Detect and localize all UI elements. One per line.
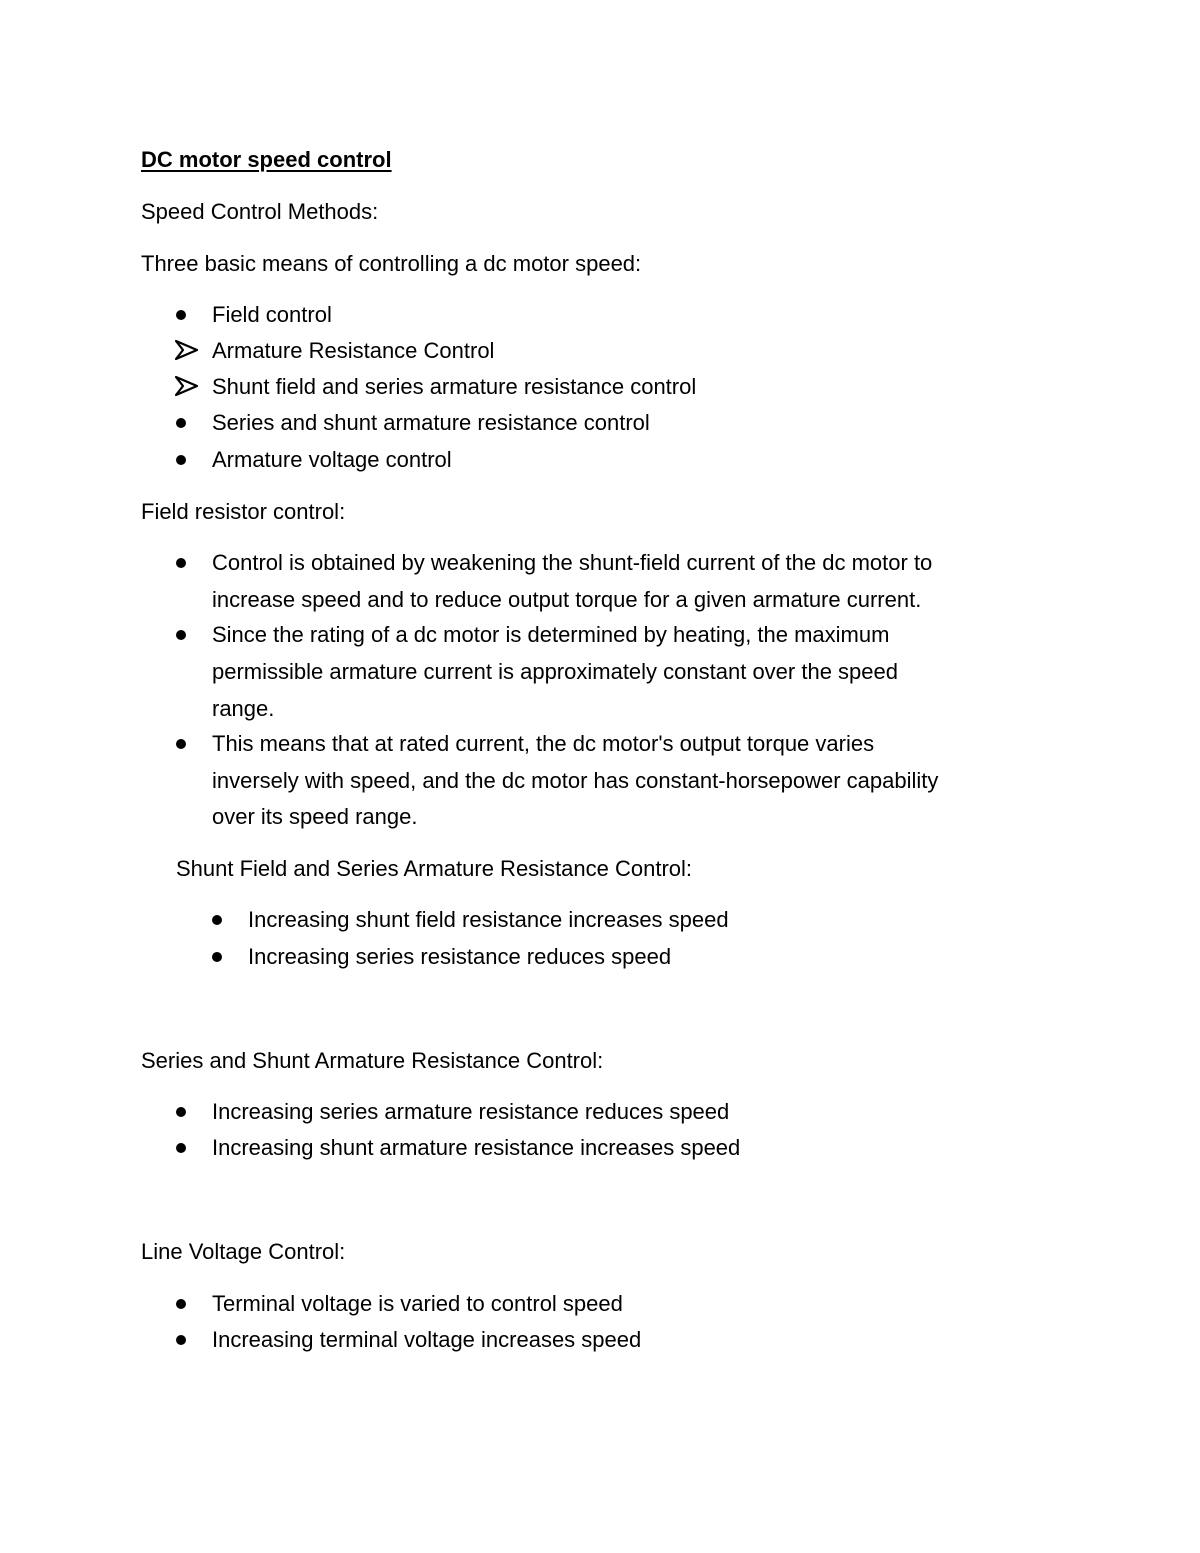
list-item: Increasing series armature resistance reduces speed	[212, 1099, 730, 1124]
list-item-line: Since the rating of a dc motor is determined by heating, the maximum	[212, 622, 890, 647]
bullet-icon	[176, 1299, 186, 1309]
arrow-bullet-icon	[175, 340, 199, 360]
page-title: DC motor speed control	[141, 147, 392, 172]
list-item: Armature Resistance Control	[212, 338, 495, 363]
list-item: Increasing terminal voltage increases speed	[212, 1327, 642, 1352]
methods-intro: Three basic means of controlling a dc motor speed:	[141, 251, 642, 276]
list-item: Shunt field and series armature resistance control	[212, 374, 697, 399]
bullet-icon	[176, 310, 186, 320]
shunt-series-heading: Shunt Field and Series Armature Resistance Control:	[176, 856, 693, 881]
field-heading: Field resistor control:	[141, 499, 346, 524]
list-item-line: over its speed range.	[212, 804, 418, 829]
bullet-icon	[212, 915, 222, 925]
list-item-line: This means that at rated current, the dc motor's output torque varies	[212, 731, 875, 756]
bullet-icon	[176, 739, 186, 749]
bullet-icon	[176, 558, 186, 568]
arrow-bullet-icon	[175, 376, 199, 396]
list-item: Terminal voltage is varied to control speed	[212, 1291, 623, 1316]
list-item-line: range.	[212, 696, 275, 721]
list-item-line: inversely with speed, and the dc motor has constant-horsepower capability	[212, 768, 939, 793]
methods-heading: Speed Control Methods:	[141, 199, 379, 224]
list-item-line: permissible armature current is approximately constant over the speed	[212, 659, 898, 684]
line-voltage-heading: Line Voltage Control:	[141, 1239, 346, 1264]
list-item: Increasing series resistance reduces speed	[248, 944, 672, 969]
bullet-icon	[212, 952, 222, 962]
bullet-icon	[176, 630, 186, 640]
bullet-icon	[176, 1107, 186, 1117]
list-item-line: increase speed and to reduce output torque for a given armature current.	[212, 587, 922, 612]
list-item: Field control	[212, 302, 332, 327]
bullet-icon	[176, 418, 186, 428]
list-item: Increasing shunt armature resistance increases speed	[212, 1135, 741, 1160]
list-item-line: Control is obtained by weakening the shunt-field current of the dc motor to	[212, 550, 933, 575]
list-item: Series and shunt armature resistance control	[212, 410, 650, 435]
series-shunt-heading: Series and Shunt Armature Resistance Control:	[141, 1048, 604, 1073]
list-item: Armature voltage control	[212, 447, 452, 472]
list-item: Increasing shunt field resistance increases speed	[248, 907, 729, 932]
bullet-icon	[176, 1143, 186, 1153]
bullet-icon	[176, 455, 186, 465]
bullet-icon	[176, 1335, 186, 1345]
